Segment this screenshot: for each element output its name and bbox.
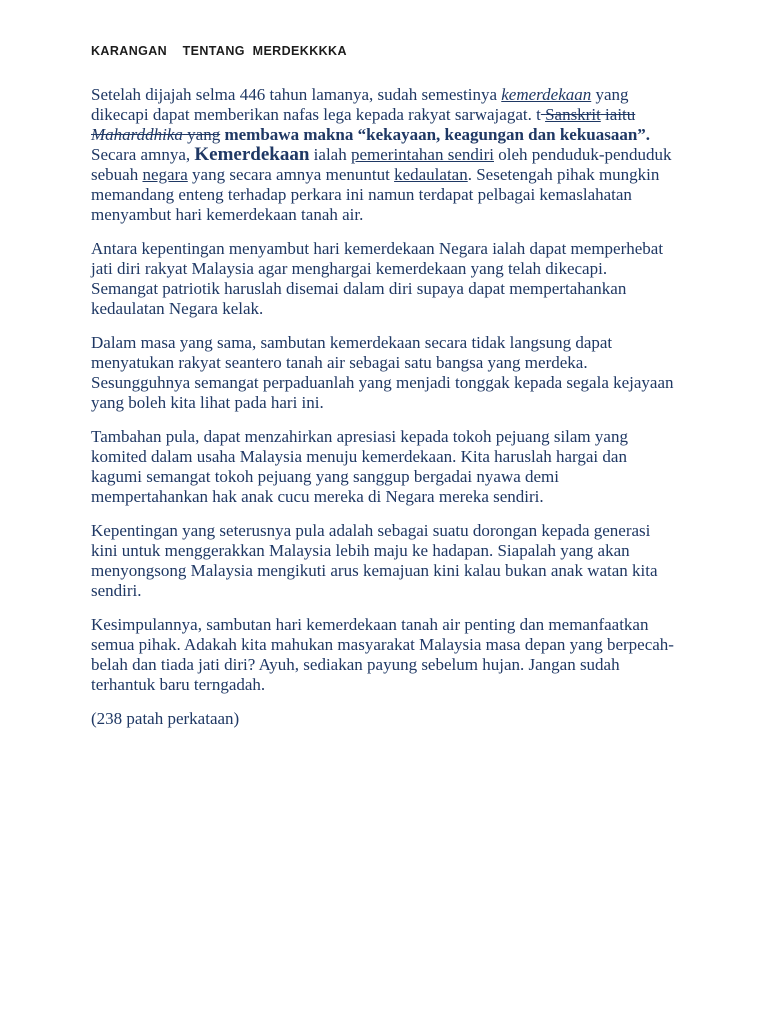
paragraph-6: Kesimpulannya, sambutan hari kemerdekaan tanah air penting dan memanfaatkan semua pihak. Adakah kita mahukan masyarakat Malaysia masa depan yang berpecah-belah dan tiada jati diri? Ayuh, sediakan payung sebelum hujan. Jangan sudah terhantuk baru terngadah.: [91, 615, 674, 694]
text-run-strikethrough: yang: [182, 125, 221, 144]
paragraph-5: Kepentingan yang seterusnya pula adalah sebagai suatu dorongan kepada generasi kini untuk menggerakkan Malaysia lebih maju ke hadapan. Siapalah yang akan menyongsong Malaysia mengikuti arus kemajuan kini kalau bukan anak watan kita sendiri.: [91, 521, 658, 600]
text-run-strikethrough-underline: Sanskrit: [545, 105, 601, 124]
document-title: KARANGAN TENTANG MERDEKKKKA: [91, 44, 347, 58]
text-run: . Sesetengah pihak mungkin memandang enteng terhadap perkara ini namun terdapat pelbagai kemaslahatan menyambut hari kemerdekaan tanah air.: [91, 165, 660, 224]
text-run: Secara amnya,: [91, 145, 195, 164]
text-run-underline: kedaulatan: [394, 165, 468, 184]
text-run-italic-underline: kemerdekaan: [501, 85, 592, 104]
text-run: ialah: [309, 145, 351, 164]
text-run: yang secara amnya menuntut: [187, 165, 395, 184]
text-run-strikethrough: iaitu: [600, 105, 636, 124]
text-run: Setelah dijajah selma 446 tahun lamanya, sudah semestinya: [91, 85, 502, 104]
paragraph-4: Tambahan pula, dapat menzahirkan apresiasi kepada tokoh pejuang silam yang komited dalam usaha Malaysia menuju kemerdekaan. Kita haruslah hargai dan kagumi semangat tokoh pejuang yang sanggup bergadai nyawa demi mempertahankan hak anak cucu mereka di Negara mereka sendiri.: [91, 427, 628, 506]
paragraph-3: Dalam masa yang sama, sambutan kemerdekaan secara tidak langsung dapat menyatukan rakyat seantero tanah air sebagai satu bangsa yang merdeka. Sesungguhnya semangat perpaduanlah yang menjadi tonggak kepada segala kejayaan yang boleh kita lihat pada hari ini.: [91, 333, 674, 412]
word-count: (238 patah perkataan): [91, 709, 240, 728]
text-run-strikethrough-italic: Maharddhika: [91, 125, 183, 144]
text-run: oleh penduduk-penduduk sebuah: [91, 145, 672, 184]
text-run-underline: pemerintahan sendiri: [350, 145, 494, 164]
text-run-bold: membawa makna “kekayaan, keagungan dan kekuasaan”.: [220, 125, 651, 144]
text-run-bold-large: Kemerdekaan: [194, 144, 310, 165]
text-run-underline: negara: [142, 165, 188, 184]
paragraph-2: Antara kepentingan menyambut hari kemerdekaan Negara ialah dapat memperhebat jati diri rakyat Malaysia agar menghargai kemerdekaan yang telah dikecapi. Semangat patriotik haruslah disemai dalam diri supaya dapat mempertahankan kedaulatan Negara kelak.: [91, 239, 664, 318]
paragraph-intro: [91, 85, 678, 225]
text-run: yang dikecapi dapat memberikan nafas lega kepada rakyat sarwajagat. t: [91, 85, 629, 124]
